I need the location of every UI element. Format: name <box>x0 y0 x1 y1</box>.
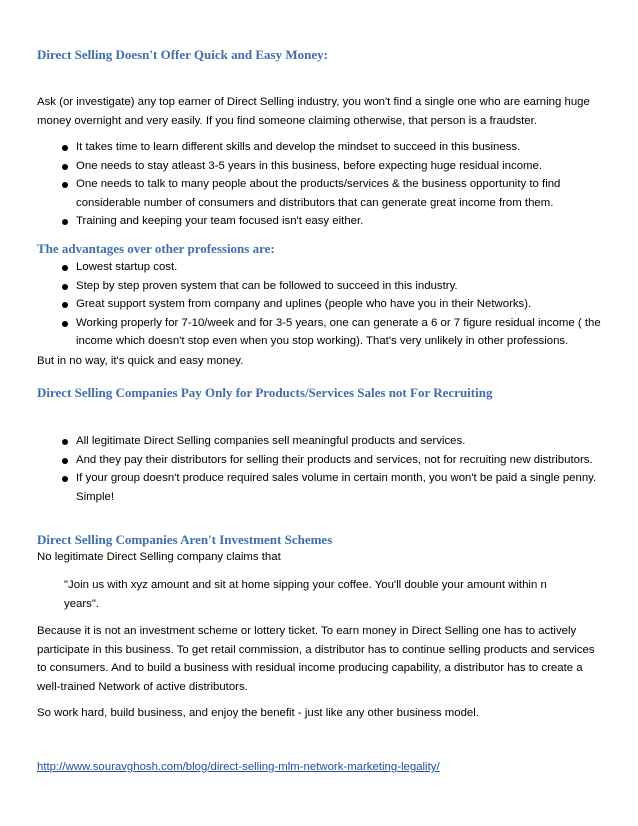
bullet-icon <box>62 458 68 464</box>
list-time-requirements <box>37 138 612 231</box>
list-item: One needs to talk to many people about the products/services & the business opportunity to find considerable number of consumers and distributors that can generate great income from them. <box>37 175 612 212</box>
list-item: Lowest startup cost. <box>37 258 612 277</box>
list-item: And they pay their distributors for selling their products and services, not for recruiting new distributors. <box>37 451 612 470</box>
bullet-icon <box>62 182 68 188</box>
list-item: Training and keeping your team focused isn't easy either. <box>37 212 612 231</box>
list-item: One needs to stay atleast 3-5 years in this business, before expecting huge residual income. <box>37 157 612 176</box>
source-link[interactable]: http://www.souravghosh.com/blog/direct-selling-mlm-network-marketing-legality/ <box>37 761 440 773</box>
heading-quick-easy-money: Direct Selling Doesn't Offer Quick and Easy Money: <box>37 47 328 62</box>
bullet-icon <box>62 145 68 151</box>
quote-block: "Join us with xyz amount and sit at home sipping your coffee. You'll double your amount within n years". <box>64 579 547 610</box>
list-item: It takes time to learn different skills and develop the mindset to succeed in this business. <box>37 138 612 157</box>
paragraph-closing: So work hard, build business, and enjoy the benefit - just like any other business model. <box>37 707 479 719</box>
list-advantages <box>37 258 612 351</box>
list-item: Working properly for 7-10/week and for 3-5 years, one can generate a 6 or 7 figure residual income ( the income which doesn't stop even when you stop working). That's very unlikely in other professions. <box>37 314 612 351</box>
list-pay-for-sales <box>37 432 612 506</box>
bullet-icon <box>62 265 68 271</box>
list-item: If your group doesn't produce required sales volume in certain month, you won't be paid a single penny. Simple! <box>37 469 612 506</box>
heading-pay-for-sales: Direct Selling Companies Pay Only for Products/Services Sales not For Recruiting <box>37 385 493 400</box>
list-item: Great support system from company and uplines (people who have you in their Networks). <box>37 295 612 314</box>
bullet-icon <box>62 219 68 225</box>
bullet-icon <box>62 164 68 170</box>
paragraph-not-quick: But in no way, it's quick and easy money. <box>37 355 244 367</box>
bullet-icon <box>62 476 68 482</box>
heading-not-investment: Direct Selling Companies Aren't Investment Schemes <box>37 532 333 547</box>
heading-advantages: The advantages over other professions are: <box>37 241 275 256</box>
bullet-icon <box>62 284 68 290</box>
list-item: Step by step proven system that can be followed to succeed in this industry. <box>37 277 612 296</box>
list-item: All legitimate Direct Selling companies sell meaningful products and services. <box>37 432 612 451</box>
paragraph-claim-intro: No legitimate Direct Selling company claims that <box>37 551 281 563</box>
bullet-icon <box>62 321 68 327</box>
bullet-icon <box>62 302 68 308</box>
paragraph-intro: Ask (or investigate) any top earner of Direct Selling industry, you won't find a single one who are earning huge money overnight and very easily. If you find someone claiming otherwise, that person is a fraudster. <box>37 96 590 127</box>
bullet-icon <box>62 439 68 445</box>
paragraph-explanation: Because it is not an investment scheme or lottery ticket. To earn money in Direct Selling one has to actively participate in this business. To get retail commission, a distributor has to continue selling products and services to consumers. And to build a business with residual income producing capability, a distributor has to create a well-trained Network of active distributors. <box>37 625 595 693</box>
